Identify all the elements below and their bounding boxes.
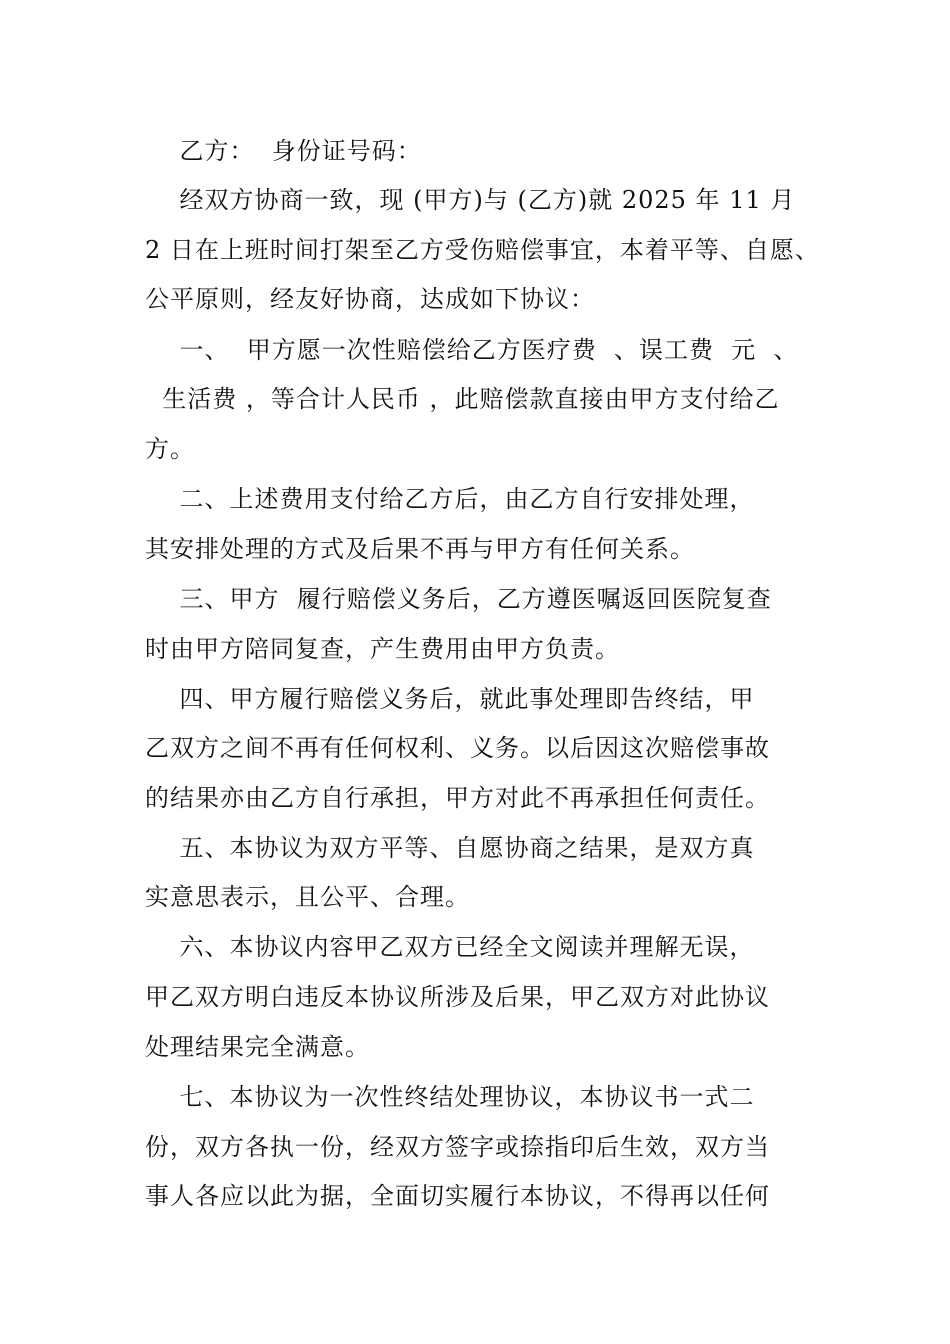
text-line: 六、本协议内容甲乙双方已经全文阅读并理解无误， [145, 933, 755, 961]
text-line: 时由甲方陪同复查，产生费用由甲方负责。 [145, 635, 620, 663]
text-line: 四、甲方履行赔偿义务后，就此事处理即告终结，甲 [145, 685, 755, 713]
text-line: 的结果亦由乙方自行承担，甲方对此不再承担任何责任。 [145, 784, 770, 812]
text-line: 三、甲方 履行赔偿义务后，乙方遵医嘱返回医院复查 [145, 585, 772, 613]
text-line: 方。 [145, 435, 195, 463]
text-line: 其安排处理的方式及后果不再与甲方有任何关系。 [145, 535, 695, 563]
text-line: 乙方： 身份证号码： [145, 137, 422, 165]
text-line: 五、本协议为双方平等、自愿协商之结果，是双方真 [145, 834, 755, 862]
text-line: 乙双方之间不再有任何权利、义务。以后因这次赔偿事故 [145, 734, 770, 762]
text-line: 甲乙双方明白违反本协议所涉及后果，甲乙双方对此协议 [145, 983, 770, 1011]
text-line: 2 日在上班时间打架至乙方受伤赔偿事宜，本着平等、自愿、 [145, 236, 820, 264]
text-line: 生活费 ，等合计人民币 ，此赔偿款直接由甲方支付给乙 [145, 385, 780, 413]
text-line: 事人各应以此为据，全面切实履行本协议，不得再以任何 [145, 1182, 770, 1210]
text-line: 七、本协议为一次性终结处理协议，本协议书一式二 [145, 1083, 755, 1111]
text-line: 经双方协商一致，现 (甲方)与 (乙方)就 2025 年 11 月 [145, 186, 796, 214]
text-line: 份，双方各执一份，经双方签字或捺指印后生效，双方当 [145, 1133, 770, 1161]
text-line: 处理结果完全满意。 [145, 1033, 370, 1061]
text-line: 二、上述费用支付给乙方后，由乙方自行安排处理， [145, 485, 755, 513]
text-line: 公平原则，经友好协商，达成如下协议： [145, 285, 595, 313]
text-line: 实意思表示，且公平、合理。 [145, 883, 470, 911]
text-line: 一、 甲方愿一次性赔偿给乙方医疗费 、误工费 元 、 [145, 336, 799, 364]
